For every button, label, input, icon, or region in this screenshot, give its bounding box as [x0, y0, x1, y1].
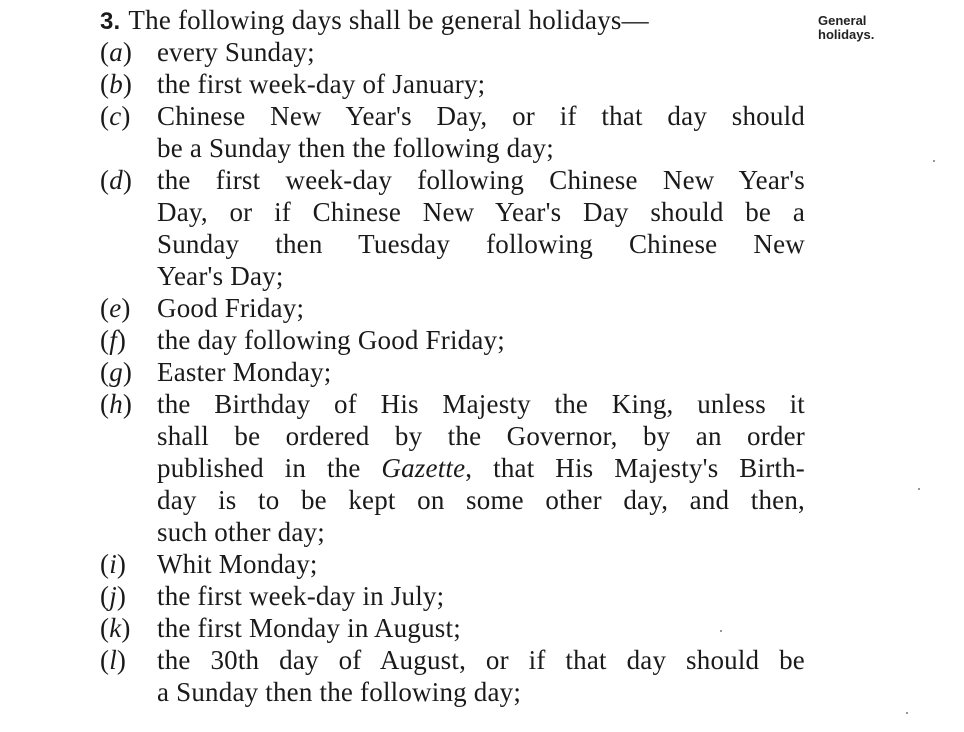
item-label: (k) [100, 613, 131, 643]
item-text: the 30th day of August, or if that day should be [157, 645, 805, 675]
list-item [100, 356, 805, 388]
holiday-list [100, 36, 805, 708]
margin-note [818, 14, 874, 42]
item-label: (b) [100, 69, 133, 99]
item-label: (h) [100, 389, 133, 419]
item-text: the day following Good Friday; [157, 325, 505, 355]
list-item [100, 580, 805, 612]
list-item [100, 292, 805, 324]
item-text: Day, or if Chinese New Year's Day should be a [157, 197, 805, 227]
specks [720, 630, 722, 632]
item-text: the first week-day following Chinese New Year's [157, 165, 805, 195]
item-text: a Sunday then the following day; [157, 677, 522, 707]
list-item [100, 36, 805, 68]
list-item [100, 548, 805, 580]
item-label [100, 228, 157, 260]
specks [906, 712, 908, 714]
item-label [100, 260, 157, 292]
item-label: (j) [100, 581, 127, 611]
list-item [100, 612, 805, 644]
item-label: (c) [100, 101, 131, 131]
list-item-continuation [100, 484, 805, 516]
item-label: (f) [100, 325, 127, 355]
item-label [100, 420, 157, 452]
item-text: Chinese New Year's Day, or if that day should [157, 101, 805, 131]
section-heading [100, 4, 805, 36]
item-text: Sunday then Tuesday following Chinese New [157, 229, 805, 259]
item-text: Good Friday; [157, 293, 305, 323]
item-label [100, 132, 157, 164]
list-item-continuation [100, 420, 805, 452]
list-item-continuation [100, 228, 805, 260]
list-item [100, 100, 805, 132]
list-item-continuation [100, 516, 805, 548]
section-intro: The following days shall be general holidays— [128, 5, 649, 35]
item-label [100, 516, 157, 548]
section-3 [100, 4, 805, 708]
item-text: published in the Gazette, that His Majesty's Birth- [157, 453, 805, 483]
item-label [100, 196, 157, 228]
specks [918, 488, 920, 490]
item-label: (e) [100, 293, 131, 323]
item-text: Whit Monday; [157, 549, 318, 579]
list-item [100, 324, 805, 356]
section-number: 3. [100, 8, 121, 35]
item-label: (a) [100, 37, 133, 67]
item-label: (g) [100, 357, 133, 387]
item-text: the first Monday in August; [157, 613, 461, 643]
item-text: the Birthday of His Majesty the King, unless it [157, 389, 805, 419]
list-item-continuation [100, 260, 805, 292]
item-text: such other day; [157, 517, 325, 547]
item-label [100, 452, 157, 484]
list-item-continuation [100, 196, 805, 228]
item-label: (d) [100, 165, 133, 195]
item-label: (l) [100, 645, 127, 675]
item-text: shall be ordered by the Governor, by an order [157, 421, 805, 451]
italic-text: Gazette [381, 453, 466, 483]
list-item-continuation [100, 132, 805, 164]
list-item [100, 68, 805, 100]
item-label: (i) [100, 549, 127, 579]
margin-note-line-2: holidays. [818, 27, 875, 42]
item-text: be a Sunday then the following day; [157, 133, 554, 163]
list-item [100, 644, 805, 676]
list-item-continuation [100, 676, 805, 708]
item-text: every Sunday; [157, 37, 315, 67]
list-item [100, 388, 805, 420]
specks [933, 160, 935, 162]
list-item [100, 164, 805, 196]
list-item-continuation [100, 452, 805, 484]
item-label [100, 484, 157, 516]
item-text: the first week-day of January; [157, 69, 486, 99]
item-label [100, 676, 157, 708]
item-text: Easter Monday; [157, 357, 332, 387]
item-text: Year's Day; [157, 261, 284, 291]
margin-note-line-1: General [818, 13, 867, 28]
item-text: day is to be kept on some other day, and then, [157, 485, 805, 515]
item-text: the first week-day in July; [157, 581, 445, 611]
